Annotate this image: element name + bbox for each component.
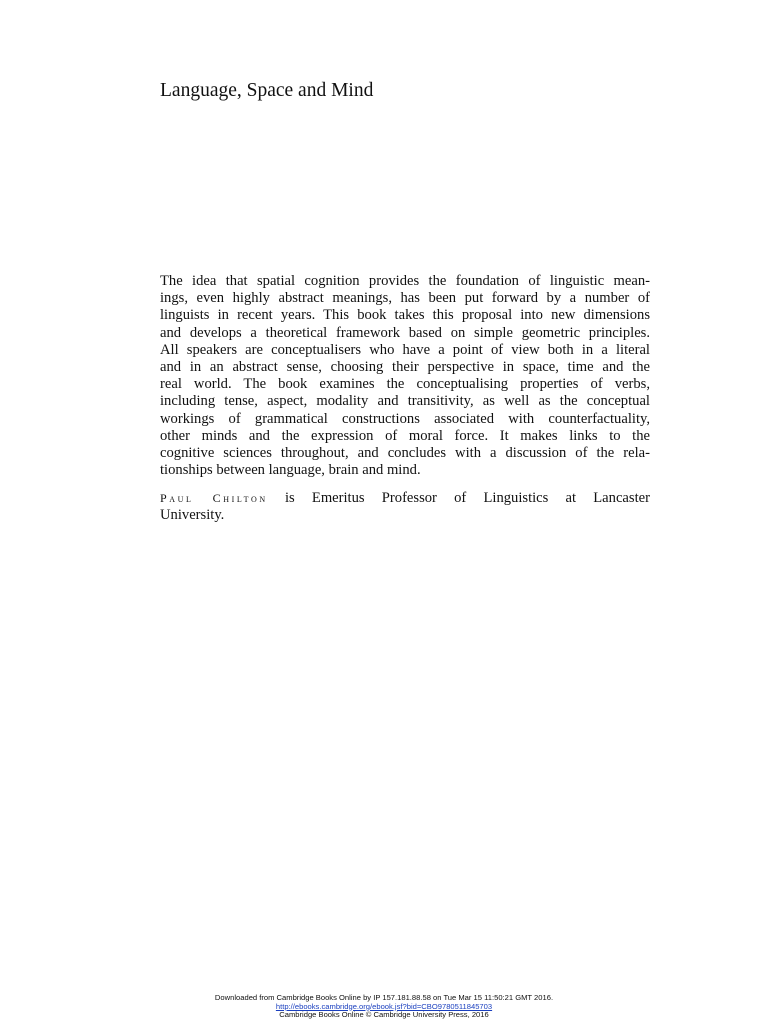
- description-line: ings, even highly abstract meanings, has been put forward by a number of: [160, 290, 650, 307]
- author-bio: [160, 490, 650, 524]
- description-line: including tense, aspect, modality and transitivity, as well as the conceptual: [160, 393, 650, 410]
- footer-copyright: Cambridge Books Online © Cambridge University Press, 2016: [279, 1010, 489, 1020]
- description-line: cognitive sciences throughout, and concludes with a discussion of the rela-: [160, 445, 650, 462]
- author-bio-line: [160, 490, 650, 507]
- footer-ebook-link[interactable]: http://ebooks.cambridge.org/ebook.jsf?bid=CBO9780511845703: [275, 1001, 493, 1011]
- description-line: and in an abstract sense, choosing their perspective in space, time and the: [160, 359, 650, 376]
- book-description: [160, 273, 650, 479]
- description-line: workings of grammatical constructions associated with counterfactuality,: [160, 410, 650, 427]
- description-line: real world. The book examines the conceptualising properties of verbs,: [160, 376, 650, 393]
- author-name: Paul Chilton: [160, 491, 268, 505]
- author-bio-line: University.: [160, 507, 225, 524]
- footer-download-info: Downloaded from Cambridge Books Online by IP 157.181.88.58 on Tue Mar 15 11:50:21 GMT 2016.: [214, 993, 554, 1002]
- author-bio-text: is Emeritus Professor of Linguistics at Lancaster: [267, 490, 650, 506]
- description-line: and develops a theoretical framework based on simple geometric principles.: [160, 324, 650, 341]
- description-line: All speakers are conceptualisers who have a point of view both in a literal: [160, 341, 650, 358]
- download-footer: [0, 994, 768, 1020]
- description-line: other minds and the expression of moral force. It makes links to the: [160, 427, 650, 444]
- description-line: tionships between language, brain and mind.: [160, 462, 421, 479]
- description-line: The idea that spatial cognition provides the foundation of linguistic mean-: [160, 273, 650, 289]
- book-title: Language, Space and Mind: [160, 80, 374, 101]
- description-line: linguists in recent years. This book takes this proposal into new dimensions: [160, 307, 650, 324]
